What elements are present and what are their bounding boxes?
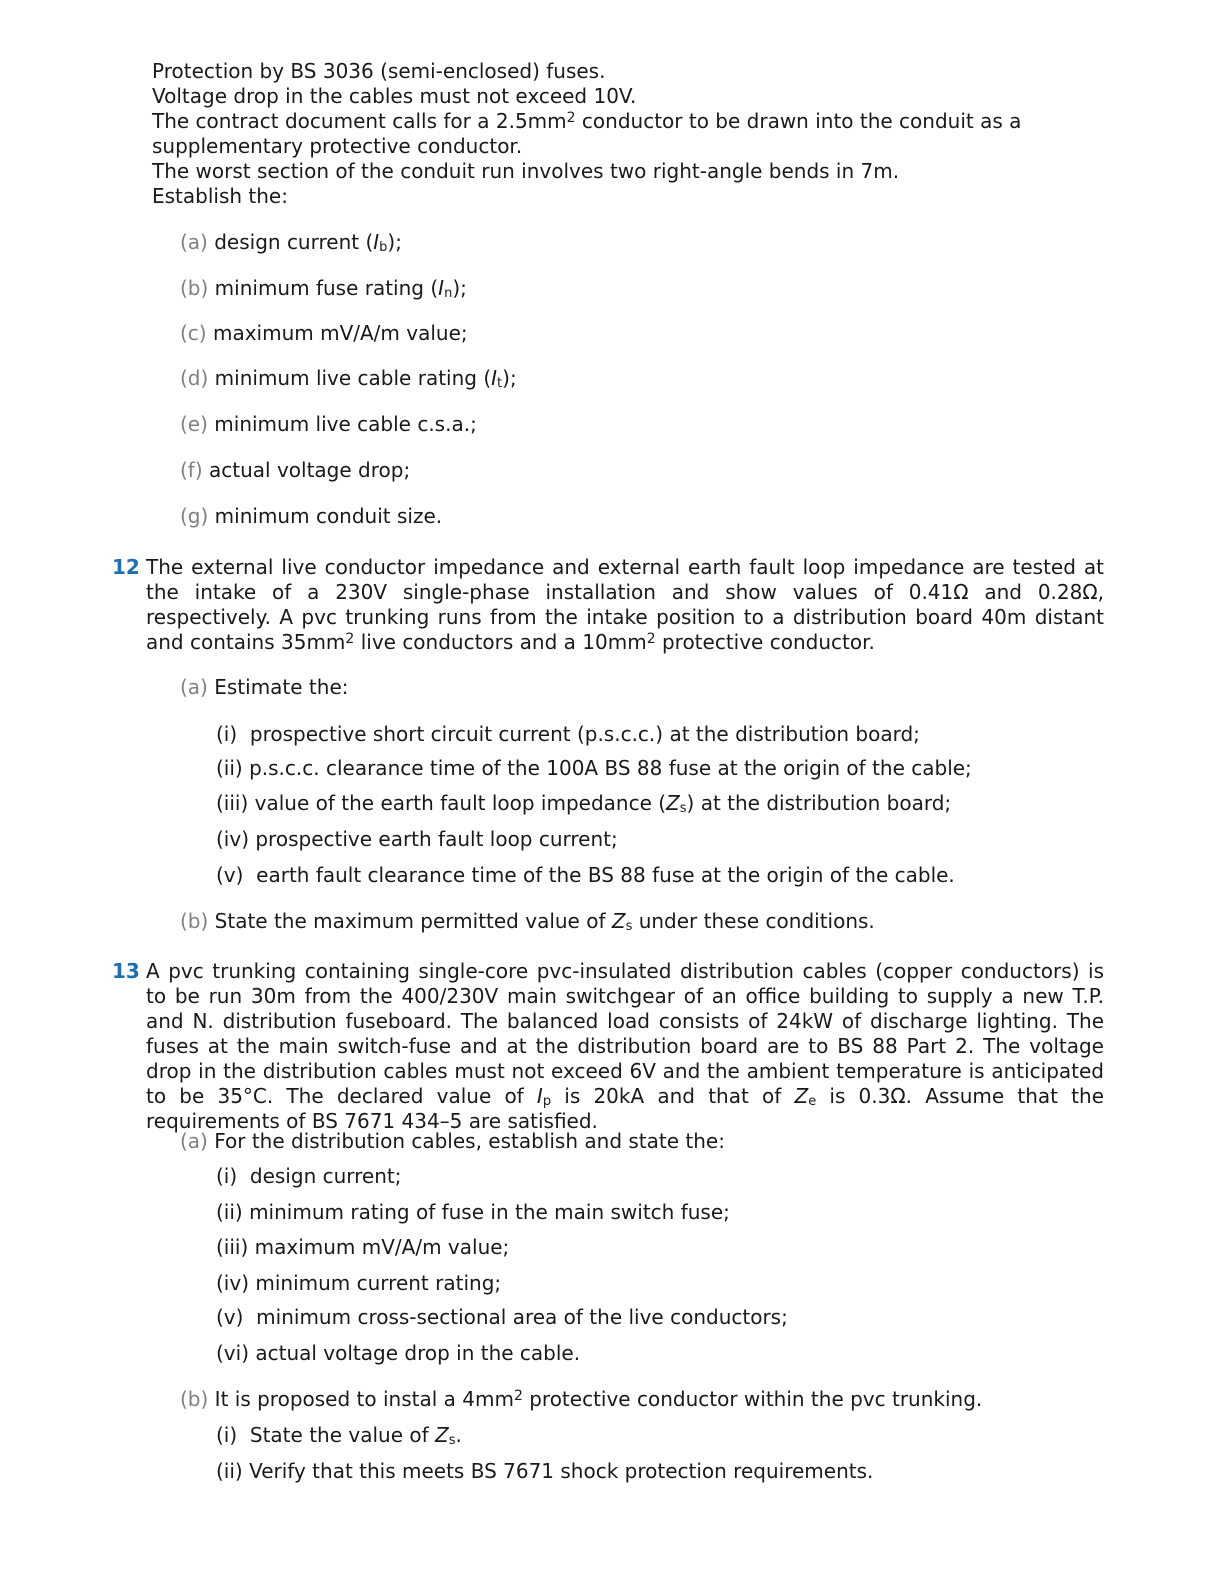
list-item bbox=[180, 458, 410, 483]
text-span: ); bbox=[387, 230, 402, 254]
text-span: . bbox=[455, 1423, 462, 1447]
text-span: maximum mV/A/m value; bbox=[212, 321, 468, 345]
text-span: (a) bbox=[180, 675, 208, 699]
text-span: s bbox=[679, 801, 687, 816]
text-span: I bbox=[491, 366, 498, 390]
text-span: The external live conductor impedance and external earth fault loop impedance are tested at the intake of a 230V single-phase installation and show values of 0.41Ω and 0.28Ω, respectively. A pvc trunking runs from the intake position to a distribution board 40m distant and contains 35mm bbox=[146, 555, 1104, 654]
text-span: 2 bbox=[513, 1388, 523, 1404]
text-span: t bbox=[497, 376, 503, 391]
text-span: prospective earth fault loop current; bbox=[255, 827, 618, 851]
text-span: The contract document calls for a 2.5mm bbox=[152, 109, 567, 133]
intro-line bbox=[152, 109, 1104, 159]
text-span: protective conductor within the pvc trunking. bbox=[522, 1387, 983, 1411]
text-span: It is proposed to instal a 4mm bbox=[214, 1387, 514, 1411]
text-span: is 20kA and that of bbox=[551, 1084, 795, 1108]
text-span: ); bbox=[502, 366, 517, 390]
text-span: prospective short circuit current (p.s.c.c.) at the distribution board; bbox=[249, 722, 920, 746]
list-item bbox=[180, 321, 468, 346]
text-span: Z bbox=[666, 791, 680, 815]
text-span: (b) bbox=[180, 1387, 209, 1411]
question-13 bbox=[112, 959, 1104, 1134]
text-span: (i) bbox=[216, 722, 238, 746]
text-span: protective conductor. bbox=[655, 630, 875, 654]
list-item bbox=[180, 276, 467, 301]
text-span: (i) bbox=[216, 1423, 238, 1447]
text-span: 2 bbox=[646, 631, 656, 647]
text-span: conductor to be drawn into the conduit as a supplementary protective conductor. bbox=[152, 109, 1022, 158]
text-span: I bbox=[438, 276, 445, 300]
text-span: (v) bbox=[216, 1305, 244, 1329]
text-span: I bbox=[536, 1084, 543, 1108]
text-span: (i) bbox=[216, 1164, 238, 1188]
intro-line: Voltage drop in the cables must not exceed 10V. bbox=[152, 84, 637, 108]
text-span: minimum conduit size. bbox=[214, 504, 443, 528]
list-item bbox=[216, 827, 618, 852]
list-item bbox=[216, 1235, 509, 1260]
list-item bbox=[216, 791, 951, 816]
text-span: (iv) bbox=[216, 827, 249, 851]
text-span: A pvc trunking containing single-core pvc-insulated distribution cables (copper conductors) is to be run 30m from the 400/230V main switchgear of an office building to supply a new T.P. and N. distribution fuseboard. The balanced load consists of 24kW of discharge lighting. The fuses at the main switch-fuse and at the distribution board are to BS 88 Part 2. The voltage drop in the distribution cables must not exceed 6V and the ambient temperature is anticipated to be 35°C. The declared value of bbox=[146, 959, 1104, 1108]
text-span: Estimate the: bbox=[214, 675, 349, 699]
text-span: (e) bbox=[180, 412, 208, 436]
list-item bbox=[216, 722, 920, 747]
text-span: design current ( bbox=[214, 230, 374, 254]
text-span: p.s.c.c. clearance time of the 100A BS 88 fuse at the origin of the cable; bbox=[249, 756, 972, 780]
intro-line: The worst section of the conduit run involves two right-angle bends in 7m. bbox=[152, 159, 900, 183]
text-span: minimum live cable rating ( bbox=[214, 366, 492, 390]
text-span: design current; bbox=[249, 1164, 402, 1188]
text-span: e bbox=[808, 1094, 817, 1109]
text-span: maximum mV/A/m value; bbox=[254, 1235, 510, 1259]
text-span: Z bbox=[794, 1084, 809, 1108]
text-span: (ii) bbox=[216, 756, 243, 780]
list-item bbox=[216, 1459, 873, 1484]
text-span: p bbox=[542, 1094, 552, 1109]
list-item bbox=[216, 863, 955, 888]
text-span: (iv) bbox=[216, 1271, 249, 1295]
text-span: (g) bbox=[180, 504, 209, 528]
text-span: live conductors and a 10mm bbox=[354, 630, 647, 654]
text-span: (d) bbox=[180, 366, 209, 390]
list-item bbox=[216, 1305, 788, 1330]
question-number: 13 bbox=[112, 959, 140, 983]
text-span: minimum cross-sectional area of the live conductors; bbox=[256, 1305, 788, 1329]
text-span: I bbox=[373, 230, 380, 254]
text-span: n bbox=[444, 286, 453, 301]
text-span: State the value of bbox=[249, 1423, 435, 1447]
text-span: (f) bbox=[180, 458, 203, 482]
question-12 bbox=[112, 555, 1104, 655]
question-number: 12 bbox=[112, 555, 140, 579]
text-span: under these conditions. bbox=[632, 909, 875, 933]
text-span: value of the earth fault loop impedance ( bbox=[254, 791, 667, 815]
text-span: ) at the distribution board; bbox=[686, 791, 952, 815]
text-span: (a) bbox=[180, 230, 208, 254]
text-span: minimum live cable c.s.a.; bbox=[214, 412, 477, 436]
text-span: (a) bbox=[180, 1129, 208, 1153]
text-span: s bbox=[625, 919, 633, 934]
list-item bbox=[216, 1200, 730, 1225]
text-span: minimum fuse rating ( bbox=[214, 276, 439, 300]
text-span: Z bbox=[435, 1423, 449, 1447]
list-item bbox=[180, 412, 477, 437]
text-span: 2 bbox=[566, 110, 576, 126]
intro-line: Protection by BS 3036 (semi-enclosed) fuses. bbox=[152, 59, 606, 83]
list-item bbox=[180, 909, 875, 934]
text-span: minimum rating of fuse in the main switch fuse; bbox=[249, 1200, 730, 1224]
text-span: For the distribution cables, establish and state the: bbox=[214, 1129, 725, 1153]
text-span: is 0.3Ω. Assume that the requirements of BS 7671 434–5 are satisfied. bbox=[146, 1084, 1105, 1133]
text-span: (iii) bbox=[216, 1235, 249, 1259]
text-span: actual voltage drop in the cable. bbox=[255, 1341, 581, 1365]
text-span: (b) bbox=[180, 909, 209, 933]
text-span: (v) bbox=[216, 863, 244, 887]
text-span: s bbox=[448, 1433, 456, 1448]
text-span: (ii) bbox=[216, 1200, 243, 1224]
list-item bbox=[216, 1164, 401, 1189]
list-item bbox=[216, 1423, 462, 1448]
text-span: 2 bbox=[345, 631, 355, 647]
question-text bbox=[146, 555, 1104, 655]
list-item bbox=[216, 756, 972, 781]
text-span: State the maximum permitted value of bbox=[214, 909, 612, 933]
text-span: minimum current rating; bbox=[255, 1271, 502, 1295]
list-item bbox=[180, 230, 402, 255]
list-item bbox=[180, 1129, 725, 1154]
text-span: (ii) bbox=[216, 1459, 243, 1483]
text-span: Verify that this meets BS 7671 shock protection requirements. bbox=[249, 1459, 874, 1483]
text-span: (c) bbox=[180, 321, 207, 345]
question-text bbox=[146, 959, 1104, 1134]
list-item bbox=[216, 1341, 580, 1366]
text-span: (b) bbox=[180, 276, 209, 300]
text-span: ); bbox=[452, 276, 467, 300]
list-item bbox=[180, 366, 517, 391]
text-span: actual voltage drop; bbox=[209, 458, 411, 482]
text-span: (iii) bbox=[216, 791, 249, 815]
text-span: (vi) bbox=[216, 1341, 249, 1365]
list-item bbox=[180, 1387, 982, 1412]
text-span: b bbox=[379, 240, 388, 255]
text-span: Z bbox=[611, 909, 626, 933]
text-span: earth fault clearance time of the BS 88 fuse at the origin of the cable. bbox=[256, 863, 955, 887]
list-item bbox=[180, 675, 349, 700]
intro-line: Establish the: bbox=[152, 184, 288, 208]
question-11-intro bbox=[152, 59, 1104, 209]
list-item bbox=[180, 504, 442, 529]
list-item bbox=[216, 1271, 501, 1296]
